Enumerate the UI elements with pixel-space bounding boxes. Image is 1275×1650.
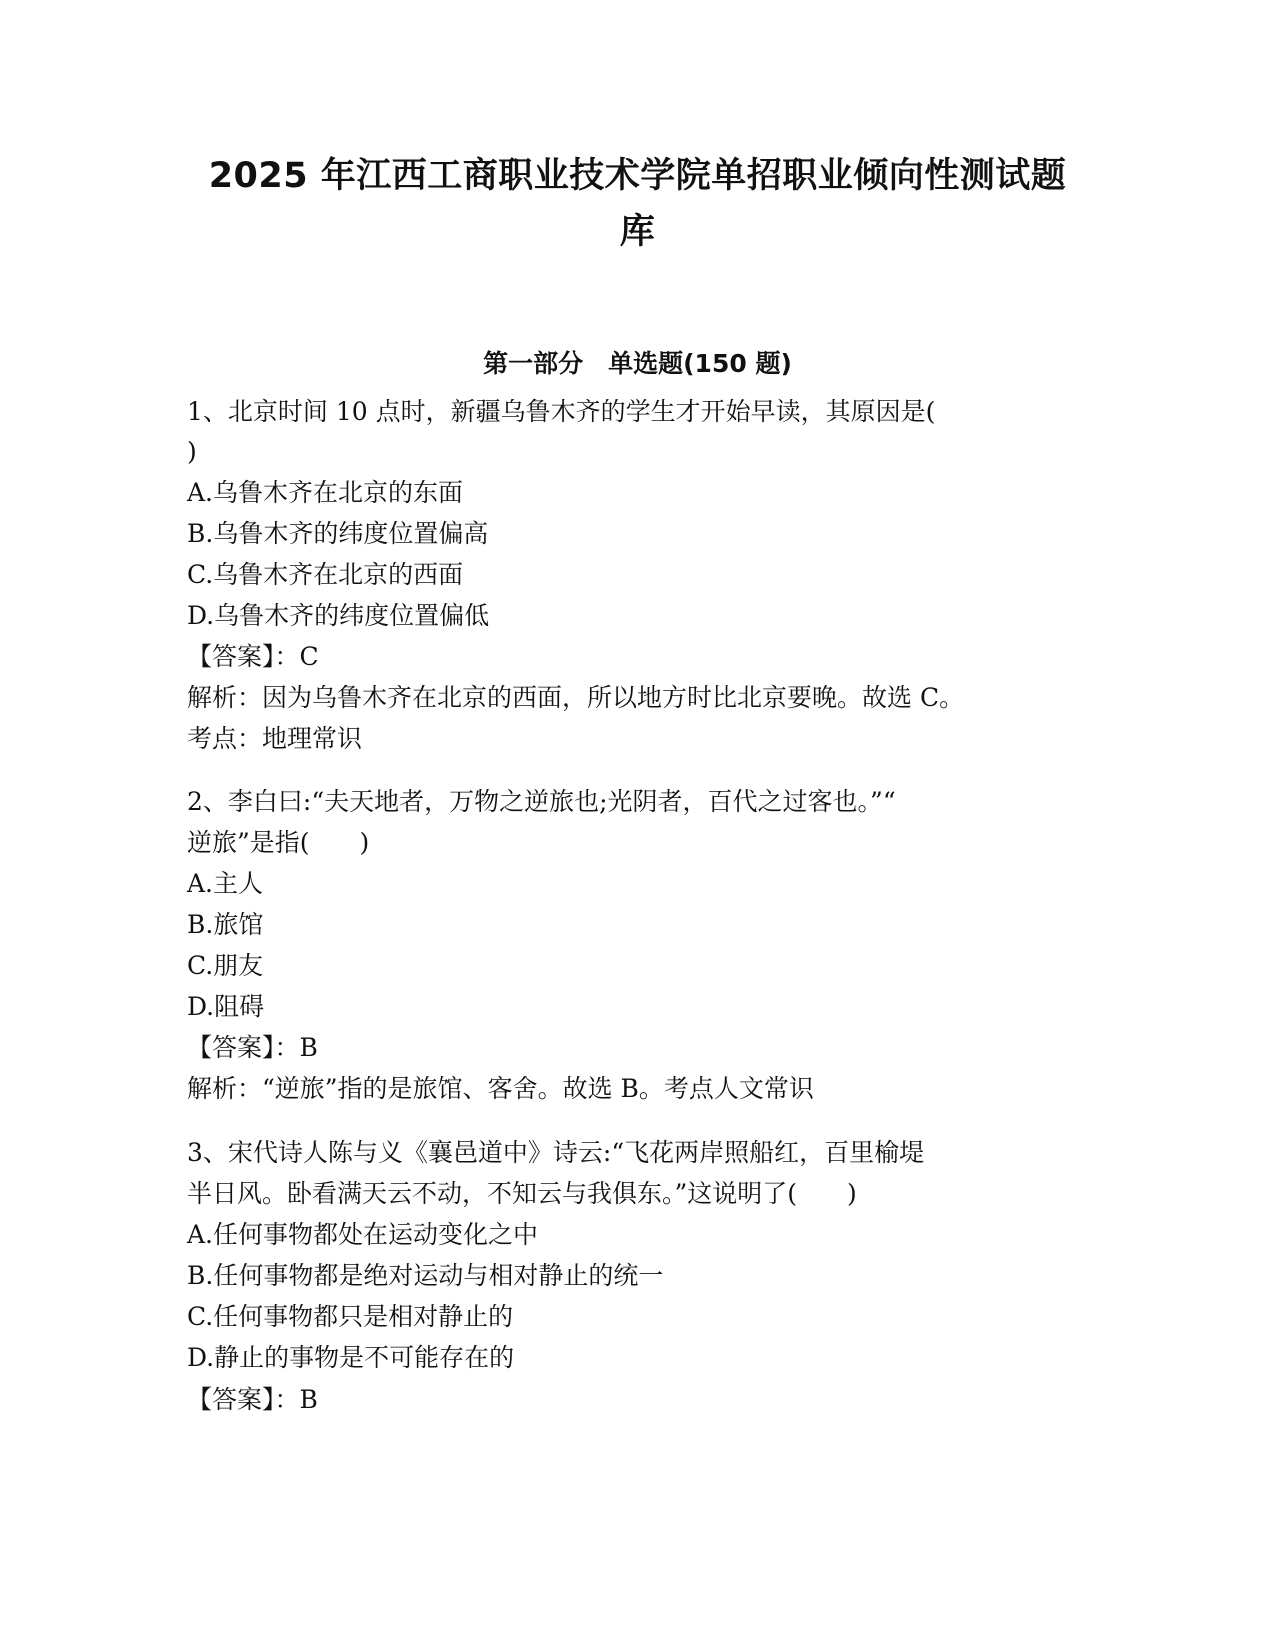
question-3-answer: 【答案】：B: [187, 1385, 318, 1414]
question-2-answer: 【答案】：B: [187, 1033, 318, 1062]
question-2-option-a: A.主人: [187, 869, 264, 898]
question-1-option-c: C.乌鲁木齐在北京的西面: [187, 560, 464, 589]
question-2-option-c: C.朋友: [187, 951, 264, 980]
question-2-stem-line1: 2、李白曰:“夫天地者，万物之逆旅也;光阴者，百代之过客也。”“: [187, 787, 896, 816]
question-3-option-d: D.静止的事物是不可能存在的: [187, 1343, 515, 1372]
question-3-stem-line1: 3、宋代诗人陈与义《襄邑道中》诗云:“飞花两岸照船红，百里榆堤: [187, 1138, 925, 1167]
question-1-option-d: D.乌鲁木齐的纬度位置偏低: [187, 601, 490, 630]
question-1-option-b: B.乌鲁木齐的纬度位置偏高: [187, 519, 489, 548]
question-1-analysis-line2: 考点：地理常识: [187, 724, 363, 753]
document-title-line2: 库: [619, 212, 656, 252]
question-2-option-d: D.阻碍: [187, 992, 265, 1021]
question-2-option-b: B.旅馆: [187, 910, 264, 939]
question-1-stem-line1: 1、北京时间 10 点时，新疆乌鲁木齐的学生才开始早读，其原因是(: [187, 397, 936, 426]
question-3-stem-line2: 半日风。卧看满天云不动，不知云与我俱东。”这说明了( ): [187, 1179, 857, 1208]
question-3-option-a: A.任何事物都处在运动变化之中: [187, 1220, 539, 1249]
question-2-stem-line2: 逆旅”是指( ): [187, 828, 370, 857]
question-3-option-c: C.任何事物都只是相对静止的: [187, 1302, 514, 1331]
question-1-option-a: A.乌鲁木齐在北京的东面: [187, 478, 464, 507]
question-1-analysis-line1: 解析：因为乌鲁木齐在北京的西面，所以地方时比北京要晚。故选 C。: [187, 683, 965, 712]
question-2-analysis-line1: 解析：“逆旅”指的是旅馆、客舍。故选 B。考点人文常识: [187, 1074, 814, 1103]
section-heading: 第一部分 单选题(150 题): [483, 349, 792, 378]
question-3-option-b: B.任何事物都是绝对运动与相对静止的统一: [187, 1261, 664, 1290]
question-1-answer: 【答案】：C: [187, 642, 319, 671]
question-1-stem-line2: ): [187, 437, 197, 466]
document-title-line1: 2025 年江西工商职业技术学院单招职业倾向性测试题: [208, 156, 1067, 196]
